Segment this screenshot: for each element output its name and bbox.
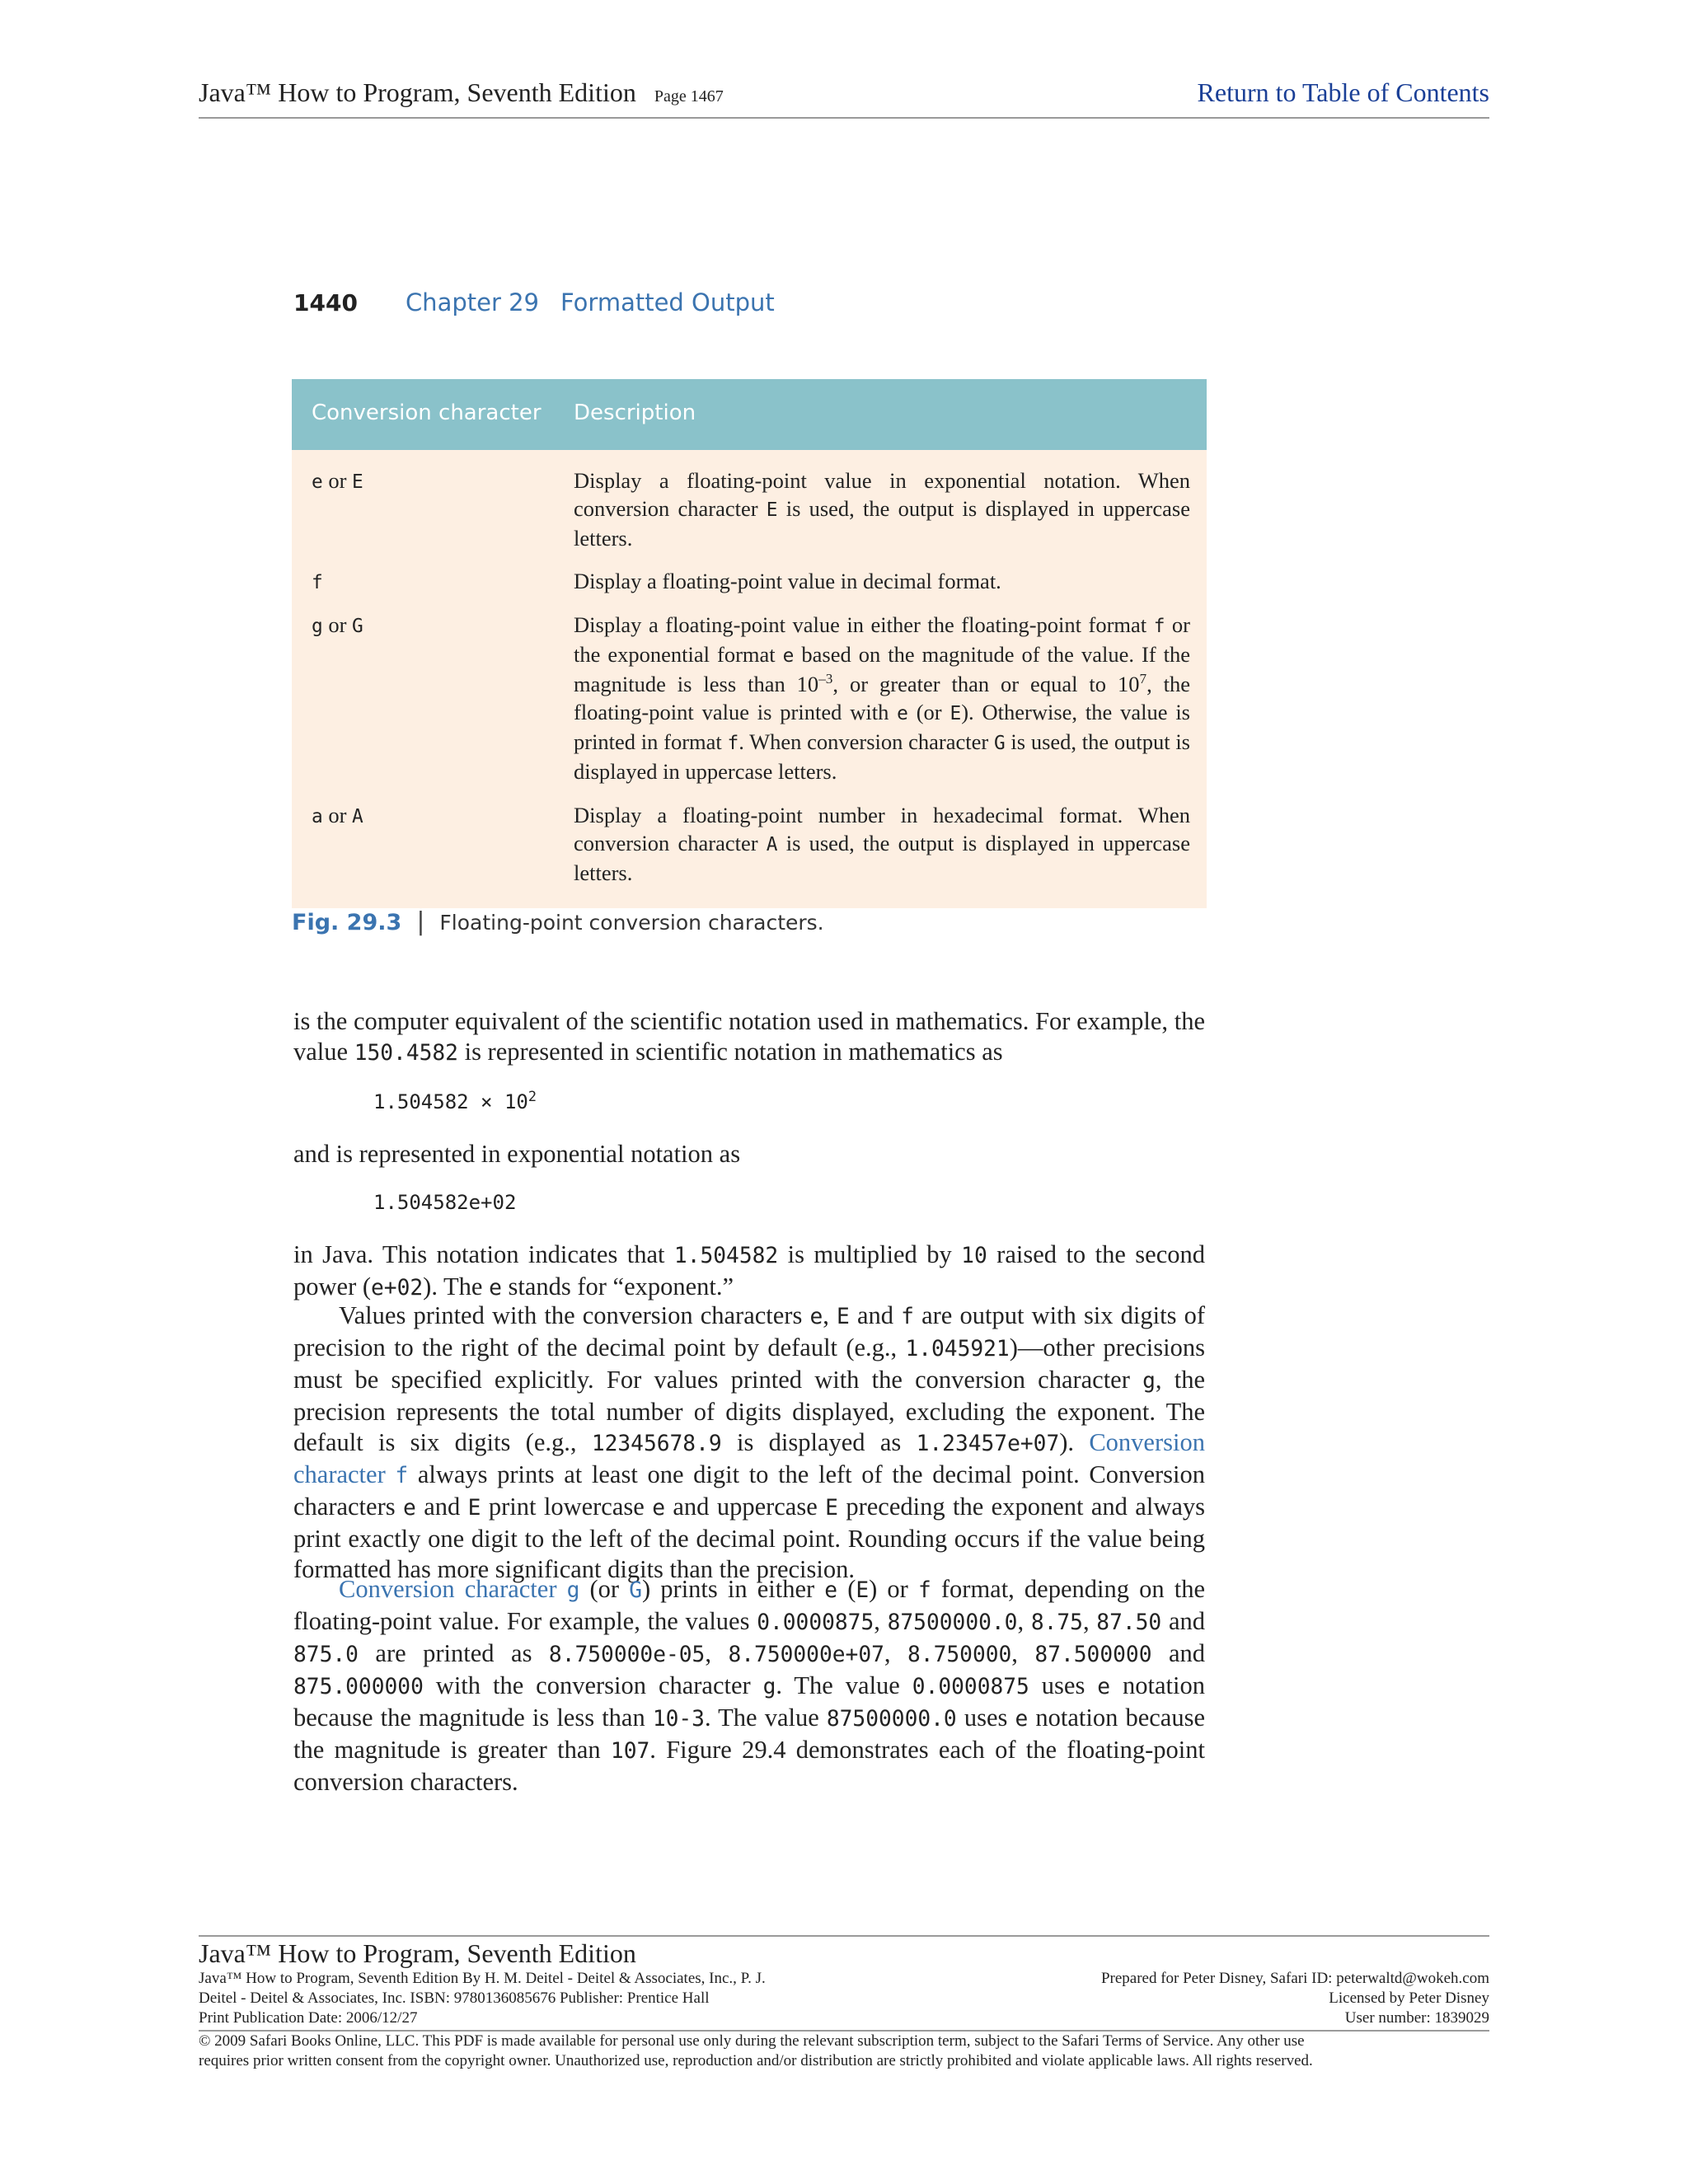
paragraph-3: in Java. This notation indicates that 1.504582 is multiplied by 10 raised to the second power (e+02). The e stands for “exponent.”: [293, 1240, 1205, 1301]
caption-text: Floating-point conversion characters.: [439, 911, 824, 935]
column-header-conversion: Conversion character: [312, 401, 542, 425]
book-title: [199, 77, 724, 108]
top-header: [199, 76, 1489, 119]
footer-right-line: Licensed by Peter Disney: [1329, 1990, 1489, 2007]
description: Display a floating-point value in decimal format.: [574, 569, 1001, 593]
index-term-g: Conversion character g: [339, 1575, 580, 1603]
footer-info: [199, 1969, 1489, 2028]
footer-left-line: Deitel - Deitel & Associates, Inc. ISBN: 9780136085676 Publisher: Prentice Hall: [199, 1990, 710, 2007]
paragraph-1: is the computer equivalent of the scientific notation used in mathematics. For example, the value 150.4582 is represented in scientific notation in mathematics as: [293, 1007, 1205, 1066]
figure-caption: [292, 907, 824, 936]
table-row: [292, 611, 1207, 785]
footer-license: [1101, 1969, 1489, 2028]
table-header: [292, 379, 1207, 450]
paragraph-5: Conversion character g (or G) prints in either e (E) or f format, depending on the floating-point value. For example, the values 0.0000875, 87500000.0, 8.75, 87.50 and 875.0 are printed as 8.750000e-05, 8.750000e+07, 8.750000, 87.500000 and 875.000000 with the conversion character g. The value 0.0000875 uses e notation because the magnitude is less than 10-3. The value 87500000.0 uses e notation because the magnitude is greater than 107. Figure 29.4 demonstrates each of the floating-point conversion characters.: [293, 1575, 1206, 1796]
book-title-text: Java™ How to Program, Seventh Edition: [199, 77, 636, 107]
footer-copyright: [199, 2032, 1489, 2071]
conversion-table: [292, 379, 1207, 908]
paragraph-2: and is represented in exponential notation as: [293, 1140, 741, 1168]
code-exponential-notation: 1.504582e+02: [373, 1191, 517, 1214]
page-label: Page 1467: [654, 87, 724, 105]
page-number: 1440: [293, 289, 358, 316]
chapter-label: Chapter 29: [405, 288, 540, 316]
table-row: [292, 466, 1207, 552]
column-header-description: Description: [574, 401, 696, 425]
paragraph-4: Values printed with the conversion characters e, E and f are output with six digits of precision to the right of the decimal point by default (e.g., 1.045921)—other precisions must be specified explicitly. For values printed with the conversion character g, the precision represents the total number of digits displayed, excluding the exponent. The default is six digits (e.g., 12345678.9 is displayed as 1.23457e+07). Conversion character f always prints at least one digit to the left of the decimal point. Conversion characters e and E print lowercase e and uppercase E preceding the exponent and always print exactly one digit to the left of the decimal point. Rounding occurs if the value being formatted has more significant digits than the precision.: [293, 1301, 1206, 1583]
footer-right-line: Prepared for Peter Disney, Safari ID: peterwaltd@wokeh.com: [1100, 1970, 1489, 1987]
section-label: Formatted Output: [560, 288, 775, 316]
caption-separator: |: [416, 907, 425, 936]
description: Display a floating-point value in exponential notation. When conversion character E is used, the output is displayed in uppercase letters.: [574, 468, 1190, 551]
running-head: [293, 288, 775, 316]
copyright-line: © 2009 Safari Books Online, LLC. This PDF is made available for personal use only during the relevant subscription term, subject to the Safari Terms of Service. Any other use: [199, 2032, 1305, 2050]
table-row: [292, 567, 1207, 595]
footer-right-line: User number: 1839029: [1344, 2009, 1489, 2027]
footer-left-line: Java™ How to Program, Seventh Edition By H. M. Deitel - Deitel & Associates, Inc., P. J.: [199, 1970, 766, 1987]
conversion-char: a or A: [312, 803, 363, 827]
footer-title: Java™ How to Program, Seventh Edition: [199, 1938, 636, 1968]
conversion-char: f: [312, 572, 323, 593]
figure-label: Fig. 29.3: [292, 910, 402, 935]
conversion-char: e or E: [312, 468, 363, 493]
index-term-f: Conversion character f: [293, 1428, 1205, 1488]
conversion-char: g or G: [312, 612, 363, 637]
footer-left-line: Print Publication Date: 2006/12/27: [199, 2009, 418, 2027]
description: Display a floating-point value in either the floating-point format f or the exponential format e based on the magnitude of the value. If the magnitude is less than $10^{-3}$, or greater than or equal to $10^7$, the floating-point value is printed with e (or E). Otherwise, the value is printed in format f. When conversion character G is used, the output is displayed in uppercase letters.: [574, 612, 1191, 784]
toc-link[interactable]: Return to Table of Contents: [1197, 77, 1489, 107]
table-row: [292, 801, 1207, 908]
code-scientific-notation: $1.504582 \times 10^2$: [373, 1088, 537, 1113]
footer-divider: [199, 1935, 1489, 1937]
footer: [199, 1935, 1489, 2071]
copyright-line: requires prior written consent from the copyright owner. Unauthorized use, reproduction and/or distribution are strictly prohibited and violate applicable laws. All rights reserved.: [199, 2052, 1313, 2069]
description: Display a floating-point number in hexadecimal format. When conversion character A is used, the output is displayed in uppercase letters.: [574, 803, 1190, 885]
